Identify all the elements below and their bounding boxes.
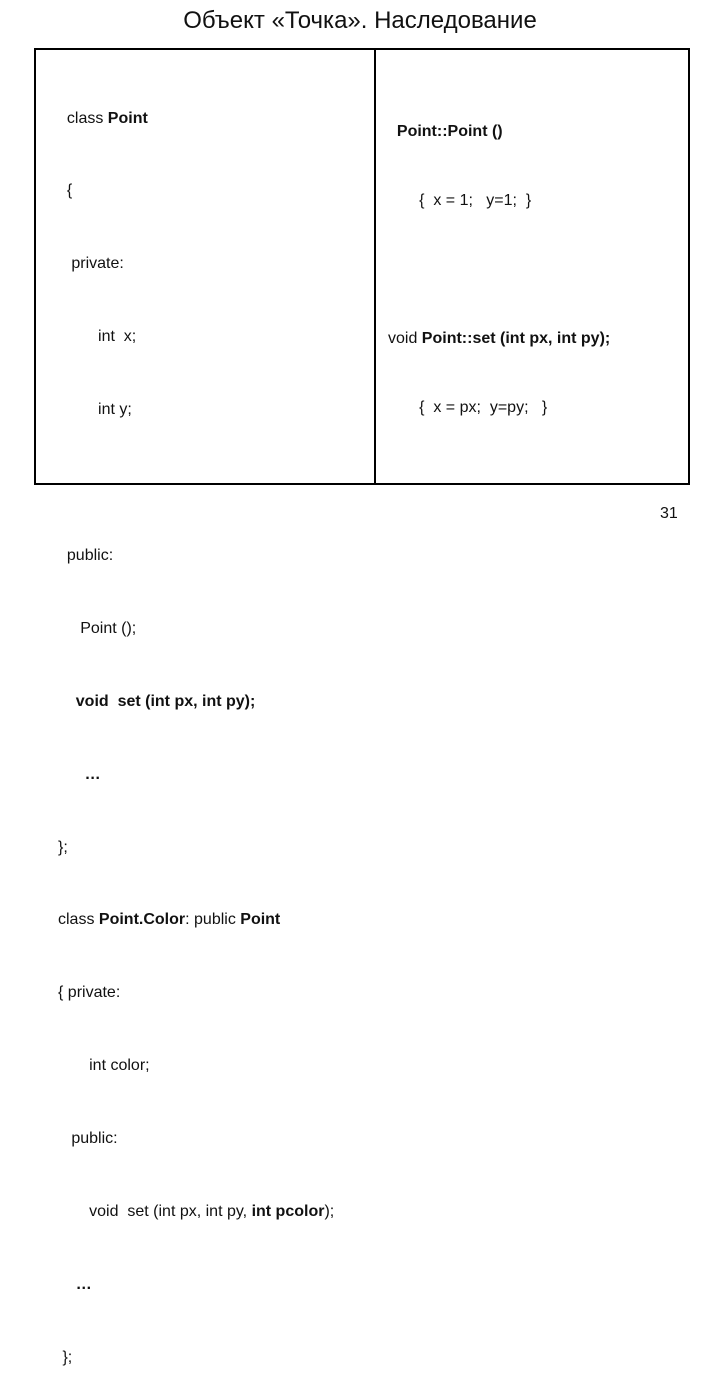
code-text: { x = 1; y=1; } — [419, 192, 532, 209]
code-text: void set (int px, int py, — [89, 1202, 252, 1220]
code-line — [58, 107, 334, 131]
code-text: int pcolor — [251, 1202, 325, 1220]
code-text: public: — [71, 1130, 118, 1148]
code-line — [388, 396, 610, 419]
code-text: Point::Point () — [396, 123, 503, 140]
code-text: }; — [62, 1348, 73, 1366]
page-number: 31 — [660, 505, 678, 522]
code-line — [388, 189, 610, 212]
column-divider — [374, 48, 376, 485]
blank-line — [58, 471, 334, 495]
blank-line — [388, 258, 610, 281]
code-line — [388, 120, 610, 143]
code-line — [58, 1200, 334, 1224]
code-line — [388, 327, 610, 350]
code-line — [58, 690, 334, 714]
code-line — [58, 981, 334, 1005]
code-text: void — [388, 330, 422, 347]
keyword-class: class — [58, 911, 99, 929]
class-name: Point — [240, 911, 281, 929]
code-line — [58, 325, 334, 349]
code-text: Point (); — [80, 619, 137, 637]
code-text: { private: — [58, 984, 121, 1002]
code-text: Point::set (int px, int py); — [421, 330, 611, 347]
code-line — [58, 1054, 334, 1078]
code-line — [58, 617, 334, 641]
code-line — [58, 908, 334, 932]
code-text: ); — [324, 1202, 335, 1220]
code-text: { — [66, 182, 73, 200]
code-text: int color; — [89, 1057, 150, 1075]
class-name: Point.Color — [98, 911, 186, 929]
code-text: … — [84, 765, 101, 783]
slide-title: Объект «Точка». Наследование — [183, 7, 537, 34]
code-line — [58, 1273, 334, 1297]
keyword-class: class — [66, 109, 108, 127]
code-text: void set (int px, int py); — [75, 692, 256, 710]
code-text: public: — [66, 546, 114, 564]
code-text: { x = px; y=py; } — [419, 399, 548, 416]
class-declarations — [58, 58, 334, 1394]
code-text: : public — [185, 911, 241, 929]
code-text: private: — [71, 255, 124, 273]
code-line — [58, 544, 334, 568]
code-text: int x; — [98, 328, 137, 346]
code-text: … — [75, 1275, 92, 1293]
code-line — [58, 763, 334, 787]
code-line — [58, 1346, 334, 1370]
code-line — [58, 179, 334, 203]
code-line — [58, 1127, 334, 1151]
code-line — [58, 836, 334, 860]
method-definitions — [388, 74, 610, 442]
code-line — [58, 252, 334, 276]
code-text: }; — [58, 838, 68, 856]
class-name: Point — [107, 109, 148, 127]
code-text: int y; — [98, 401, 132, 419]
code-line — [58, 398, 334, 422]
